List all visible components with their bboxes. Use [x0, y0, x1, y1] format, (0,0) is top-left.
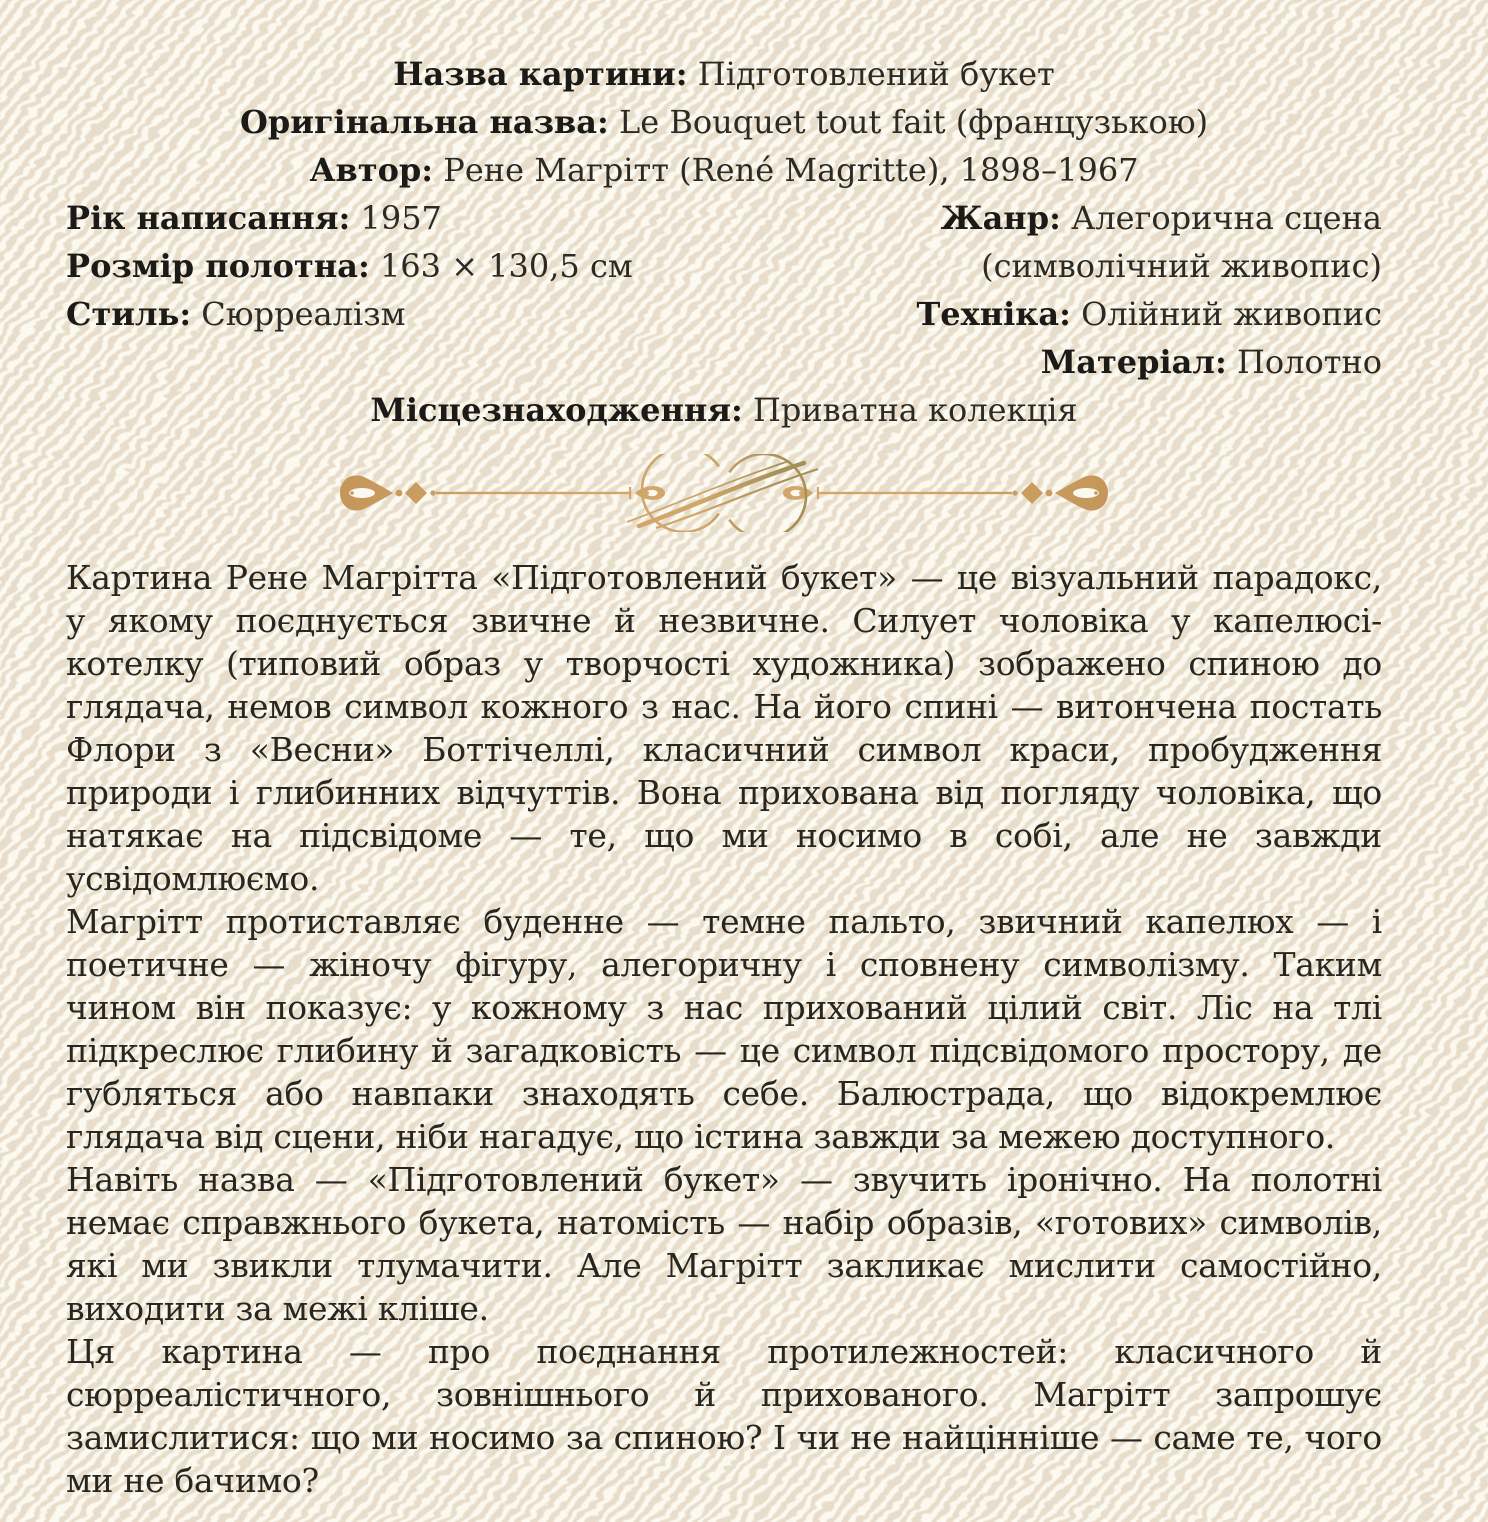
- meta-value-original-title: Le Bouquet tout fait (французькою): [618, 103, 1209, 141]
- meta-label-genre: Жанр:: [940, 199, 1061, 237]
- meta-line-author: [66, 146, 1382, 194]
- meta-value-title: Підготовлений букет: [697, 55, 1055, 93]
- meta-value-year: 1957: [360, 199, 442, 237]
- meta-value-style: Сюрреалізм: [201, 295, 406, 333]
- meta-value-canvas-size: 163 × 130,5 см: [379, 247, 633, 285]
- meta-centered-block: [66, 50, 1382, 194]
- divider-row: [66, 454, 1382, 532]
- meta-label-location: Місцезнаходження:: [370, 391, 743, 429]
- meta-value-technique: Олійний живопис: [1081, 295, 1382, 333]
- meta-value-location: Приватна колекція: [752, 391, 1078, 429]
- meta-column-left: [66, 194, 633, 338]
- meta-value-author: Рене Магрітт (René Magritte), 1898–1967: [443, 151, 1139, 189]
- body-paragraph: Навіть назва — «Підготовлений букет» — звучить іронічно. На полотні немає справжнього букета, натомість — набір образів, «готових» символів, які ми звикли тлумачити. Але Магрітт закликає мислити самостійно, виходити за межі кліше.: [66, 1160, 1382, 1328]
- meta-location-block: [66, 386, 1382, 434]
- meta-line-genre: [882, 194, 1393, 290]
- meta-line-material: [882, 338, 1382, 386]
- meta-label-author: Автор:: [309, 151, 434, 189]
- meta-line-title: [66, 50, 1382, 98]
- meta-label-material: Матеріал:: [1040, 343, 1227, 381]
- meta-column-right: [882, 194, 1393, 386]
- meta-line-location: [66, 386, 1382, 434]
- meta-line-original-title: [66, 98, 1382, 146]
- meta-value-material: Полотно: [1236, 343, 1382, 381]
- meta-label-technique: Техніка:: [916, 295, 1071, 333]
- meta-label-style: Стиль:: [66, 295, 192, 333]
- meta-line-year: [66, 194, 633, 242]
- essay-text: [66, 556, 1382, 1502]
- meta-line-style: [66, 290, 633, 338]
- meta-columns: [66, 194, 1393, 386]
- body-paragraph: Ця картина — про поєднання протилежностей: класичного й сюрреалістичного, зовнішнього й прихованого. Магрітт запрошує замислитися: що ми носимо за спиною? І чи не найцінніше — саме те, чого ми не бачимо?: [66, 1332, 1382, 1500]
- meta-line-canvas-size: [66, 242, 633, 290]
- meta-label-canvas-size: Розмір полотна:: [66, 247, 370, 285]
- ornamental-divider-icon: [334, 454, 1114, 532]
- meta-label-year: Рік написання:: [66, 199, 351, 237]
- meta-line-technique: [882, 290, 1382, 338]
- body-paragraph: Магрітт протиставляє буденне — темне пальто, звичний капелюх — і поетичне — жіночу фігуру, алегоричну і сповнену символізму. Таким чином він показує: у кожному з нас прихований цілий світ. Ліс на тлі підкреслює глибину й загадковість — це символ підсвідомого простору, де губляться або навпаки знаходять себе. Балюстрада, що відокремлює глядача від сцени, ніби нагадує, що істина завжди за межею доступного.: [66, 902, 1382, 1156]
- meta-label-title: Назва картини:: [393, 55, 688, 93]
- meta-label-original-title: Оригінальна назва:: [239, 103, 609, 141]
- meta-value-genre: Алегорична сцена (символічний живопис): [981, 199, 1393, 285]
- body-paragraph: Картина Рене Магрітта «Підготовлений букет» — це візуальний парадокс, у якому поєднується звичне й незвичне. Силует чоловіка у капелюсі-котелку (типовий образ у творчості художника) зображено спиною до глядача, немов символ кожного з нас. На його спині — витончена постать Флори з «Весни» Боттічеллі, класичний символ краси, пробудження природи і глибинних відчуттів. Вона прихована від погляду чоловіка, що натякає на підсвідоме — те, що ми носимо в собі, але не завжди усвідомлюємо.: [66, 558, 1382, 898]
